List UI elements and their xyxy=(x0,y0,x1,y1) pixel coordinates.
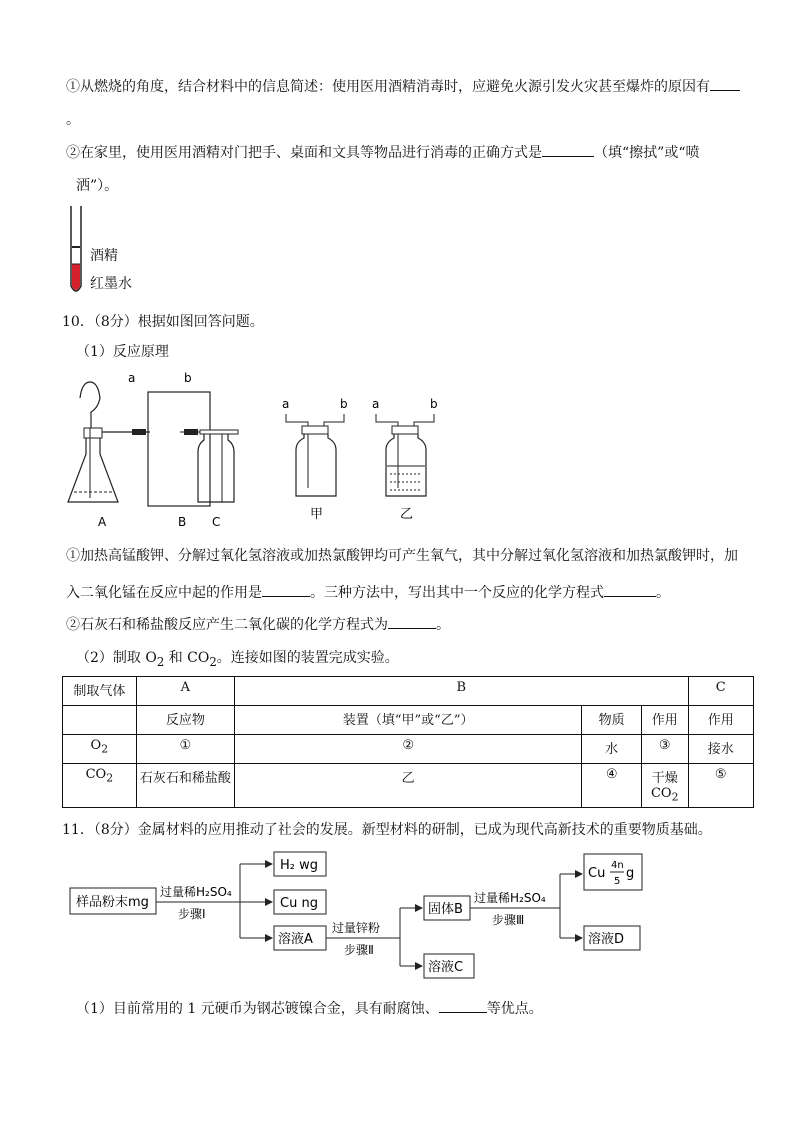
alcohol-layer xyxy=(72,246,80,248)
test-tube-figure xyxy=(60,202,150,302)
step1-label: 步骤Ⅰ xyxy=(178,907,206,921)
answer-blank[interactable] xyxy=(604,582,656,597)
table-cell: 接水 xyxy=(688,735,754,764)
table-cell: C xyxy=(688,677,754,706)
solution-a-label: 溶液A xyxy=(278,932,313,947)
cell-text: CO xyxy=(650,786,672,801)
table-cell: A xyxy=(136,677,234,706)
subscript: 2 xyxy=(671,790,679,804)
table-cell: 物质 xyxy=(582,706,642,735)
label-B: B xyxy=(178,515,187,529)
table-cell: 作用 xyxy=(688,706,754,735)
flask-a xyxy=(68,382,150,529)
cu-fraction-element: Cu xyxy=(588,866,606,881)
q10-sub1: （1）反应原理 xyxy=(76,344,169,360)
table-cell: 水 xyxy=(582,735,642,764)
sub2-text: 和 CO xyxy=(164,650,210,666)
label-b: b xyxy=(340,397,348,411)
subscript: 2 xyxy=(209,654,217,669)
table-cell: 作用 xyxy=(641,706,688,735)
q9-part1 xyxy=(66,76,740,97)
label-a: a xyxy=(372,397,380,411)
subscript: 2 xyxy=(106,771,114,785)
q10-part1-text-b: 入二氧化锰在反应中起的作用是 xyxy=(66,585,262,601)
label-yi: 乙 xyxy=(400,507,414,522)
sub2-text: （2）制取 O xyxy=(76,650,157,666)
sample-label: 样品粉末mg xyxy=(76,895,149,910)
q11-part1-text: （1）目前常用的 1 元硬币为钢芯镀镍合金，具有耐腐蚀、 xyxy=(76,1001,439,1017)
q9-part2-hint: （填“擦拭”或“喷 xyxy=(594,145,700,161)
reagent2-label: 过量锌粉 xyxy=(332,921,381,935)
table-cell: 乙 xyxy=(235,764,582,808)
gas-formula: O xyxy=(90,738,102,753)
table-cell[interactable]: ① xyxy=(136,735,234,764)
table-cell: 反应物 xyxy=(136,706,234,735)
label-jia: 甲 xyxy=(310,507,324,522)
q9-part1-text: ①从燃烧的角度，结合材料中的信息简述：使用医用酒精消毒时，应避免火源引发火灾甚至爆炸的原因有 xyxy=(66,79,710,95)
table-cell[interactable]: ③ xyxy=(641,735,688,764)
solution-c-label: 溶液C xyxy=(428,960,464,975)
q10-part2-text: ②石灰石和稀盐酸反应产生二氧化碳的化学方程式为 xyxy=(66,617,388,633)
table-cell: 装置（填“甲”或“乙”） xyxy=(235,706,582,735)
label-a: a xyxy=(128,371,136,385)
bottle-jia xyxy=(282,397,348,522)
bottle-c xyxy=(198,430,238,529)
solid-b-label: 固体B xyxy=(428,902,463,917)
apparatus-figure xyxy=(60,368,460,536)
table-row xyxy=(63,764,754,808)
table-header-row xyxy=(63,706,754,735)
answer-blank[interactable] xyxy=(542,142,594,157)
answer-blank[interactable] xyxy=(439,998,487,1013)
label-b: b xyxy=(430,397,438,411)
label-a: a xyxy=(282,397,290,411)
experiment-table xyxy=(62,676,754,808)
table-cell xyxy=(641,764,688,808)
red-ink-layer xyxy=(72,264,80,290)
label-A: A xyxy=(98,515,107,529)
cu-fraction-denominator: 5 xyxy=(614,876,621,887)
subscript: 2 xyxy=(101,742,109,756)
table-cell[interactable]: ② xyxy=(235,735,582,764)
cu-label: Cu ng xyxy=(280,896,318,911)
step2-label: 步骤Ⅱ xyxy=(344,943,374,957)
table-cell: 制取气体 xyxy=(63,677,137,706)
reagent1-label: 过量稀H₂SO₄ xyxy=(160,885,232,899)
table-cell xyxy=(63,764,137,808)
bottle-yi xyxy=(372,397,438,522)
red-ink-label: 红墨水 xyxy=(90,276,132,292)
table-cell xyxy=(63,706,137,735)
q9-part2 xyxy=(66,142,699,163)
table-cell[interactable]: ⑤ xyxy=(688,764,754,808)
alcohol-label: 酒精 xyxy=(90,248,118,264)
q9-part1-end: 。 xyxy=(66,112,80,128)
q10-part1-text-d: 。 xyxy=(656,585,670,601)
table-header-row xyxy=(63,677,754,706)
label-C: C xyxy=(212,515,221,529)
q11-title: 11．（8分）金属材料的应用推动了社会的发展。新型材料的研制，已成为现代高新技术的重要物质基础。 xyxy=(62,822,712,838)
q10-title: 10．（8分）根据如图回答问题。 xyxy=(62,314,264,330)
table-cell xyxy=(63,735,137,764)
q10-sub2 xyxy=(76,648,399,672)
cu-fraction-unit: g xyxy=(626,866,635,881)
h2-label: H₂ wg xyxy=(280,858,319,873)
sub2-text: 。连接如图的装置完成实验。 xyxy=(216,650,399,666)
q10-part2 xyxy=(66,614,450,635)
label-b: b xyxy=(184,371,192,385)
q11-part1 xyxy=(76,998,543,1019)
solution-d-label: 溶液D xyxy=(588,932,625,947)
q9-part2-end: 洒”）。 xyxy=(76,178,119,194)
cu-fraction-numerator: 4n xyxy=(611,860,624,871)
table-cell: B xyxy=(235,677,688,706)
q11-part1-end: 等优点。 xyxy=(486,1001,543,1017)
q10-part2-end: 。 xyxy=(436,617,450,633)
step3-label: 步骤Ⅲ xyxy=(492,913,525,927)
answer-blank[interactable] xyxy=(710,76,740,91)
reagent3-label: 过量稀H₂SO₄ xyxy=(474,891,546,905)
q10-part1-line2 xyxy=(66,582,670,603)
answer-blank[interactable] xyxy=(388,614,436,629)
cell-text: 干燥 xyxy=(651,771,678,786)
bottle-b xyxy=(148,392,210,529)
table-row xyxy=(63,735,754,764)
flow-diagram xyxy=(60,846,680,986)
answer-blank[interactable] xyxy=(262,582,310,597)
gas-formula: CO xyxy=(85,767,107,782)
q10-part1-text-c: 。三种方法中，写出其中一个反应的化学方程式 xyxy=(310,585,604,601)
table-cell[interactable]: ④ xyxy=(582,764,642,808)
subscript: 2 xyxy=(156,654,165,669)
q10-part1-line1: ①加热高锰酸钾、分解过氧化氢溶液或加热氯酸钾均可产生氧气，其中分解过氧化氢溶液和加热氯酸钾时，加 xyxy=(66,548,738,564)
table-cell: 石灰石和稀盐酸 xyxy=(136,764,234,808)
q9-part2-text: ②在家里，使用医用酒精对门把手、桌面和文具等物品进行消毒的正确方式是 xyxy=(66,145,542,161)
